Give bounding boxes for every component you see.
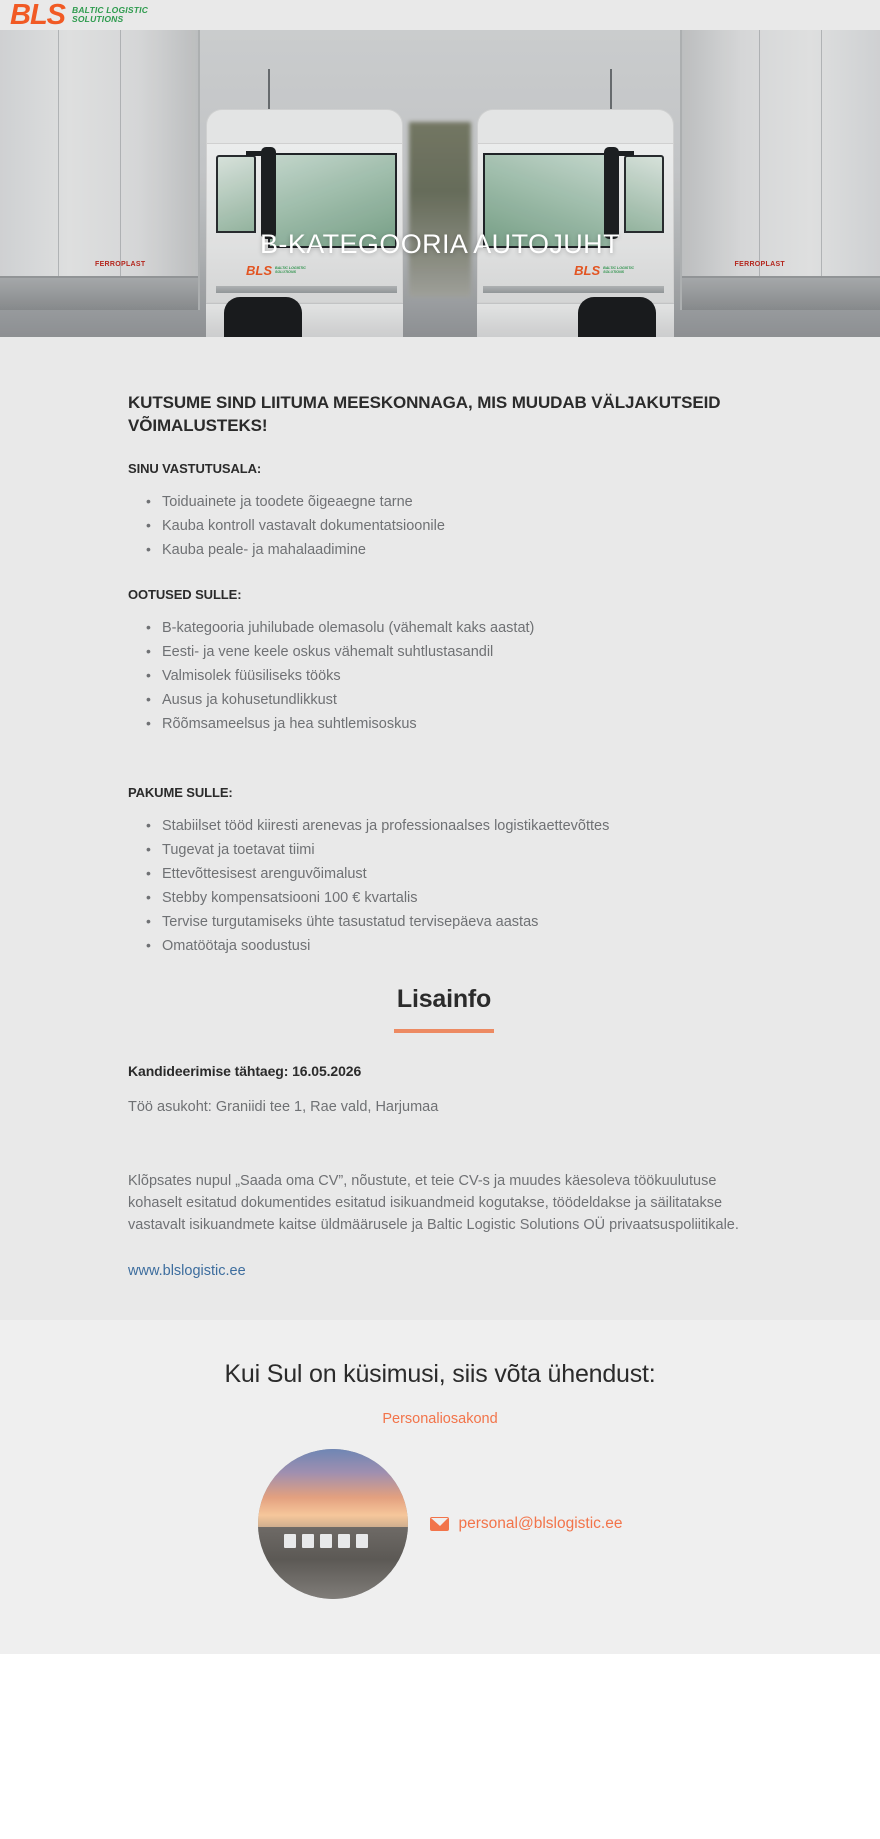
truck-cab-right: BLS BALTIC LOGISTIC SOLUTIONS (477, 69, 682, 337)
hero-dark-overlay (0, 30, 880, 337)
contact-email-link[interactable]: personal@blslogistic.ee (458, 1515, 623, 1533)
list-item: • B-kategooria juhilubade olemasolu (vähemalt kaks aastat) (162, 618, 760, 639)
logo-tagline (72, 6, 148, 24)
list-item: • Tugevat ja toetavat tiimi (162, 840, 760, 861)
contact-heading: Kui Sul on küsimusi, siis võta ühendust: (224, 1360, 656, 1389)
privacy-notice: Klõpsates nupul „Saada oma CV”, nõustute, et teie CV-s ja muudes käesoleva töökuulutuse kohaselt esitatud dokumentides esitatud isikuandmeid kogutakse, töödeldakse ja säilitatakse vastavalt isikuandmete kaitse üldmäärusele ja Baltic Logistic Solutions OÜ privaatsuspoliitikale. (128, 1172, 739, 1234)
job-location: Töö asukoht: Graniidi tee 1, Rae vald, Harjumaa (128, 1098, 439, 1115)
envelope-icon (430, 1517, 449, 1531)
hero-banner (0, 30, 880, 337)
contact-department: Personaliosakond (382, 1411, 498, 1428)
contact-avatar (258, 1449, 408, 1599)
section-heading-responsibilities: SINU VASTUTUSALA: (128, 460, 262, 476)
section-heading-offers: PAKUME SULLE: (128, 784, 233, 800)
truck-cab-left: BLS BALTIC LOGISTIC SOLUTIONS (198, 69, 403, 337)
ferroplast-label-left: FERROPLAST (95, 261, 146, 268)
lisainfo-title: Lisainfo (396, 984, 492, 1013)
hero-truck-photo (0, 30, 880, 337)
lisainfo-underline (394, 1029, 494, 1033)
avatar-sky (258, 1449, 408, 1527)
list-item: • Stabiilset tööd kiiresti arenevas ja professionaalses logistikaettevõttes (162, 816, 760, 837)
contact-details-row (0, 1449, 880, 1599)
logo-tagline-line1: BALTIC LOGISTIC (72, 5, 149, 16)
list-item: • Tervise turgutamiseks ühte tasustatud tervisepäeva aastas (162, 912, 760, 933)
site-header (0, 0, 880, 30)
list-item: • Eesti- ja vene keele oskus vähemalt suhtlustasandil (162, 642, 760, 663)
contact-email-line[interactable] (430, 1515, 623, 1533)
job-description-section (0, 337, 880, 1320)
ferroplast-label-right: FERROPLAST (734, 261, 785, 268)
section-heading-expectations: OOTUSED SULLE: (128, 586, 242, 602)
application-deadline: Kandideerimise tähtaeg: 16.05.2026 (128, 1062, 362, 1079)
list-item: • Omatöötaja soodustusi (162, 936, 760, 957)
list-item: • Ettevõttesisest arenguvõimalust (162, 864, 760, 885)
company-website-link[interactable]: www.blslogistic.ee (128, 1263, 246, 1280)
lisainfo-header (128, 985, 760, 1033)
list-item: • Rõõmsameelsus ja hea suhtlemisoskus (162, 714, 760, 735)
logo-tagline-line2: SOLUTIONS (72, 14, 124, 24)
contact-section (0, 1320, 880, 1654)
bls-logo[interactable] (10, 1, 148, 30)
list-item: • Toiduainete ja toodete õigeaegne tarne (162, 492, 760, 513)
list-item: • Kauba kontroll vastavalt dokumentatsioonile (162, 516, 760, 537)
hero-job-title: B-KATEGOORIA AUTOJUHT (260, 229, 620, 259)
offers-list (128, 816, 760, 957)
intro-headline: KUTSUME SIND LIITUMA MEESKONNAGA, MIS MUUDAB VÄLJAKUTSEID VÕIMALUSTEKS! (128, 393, 721, 435)
list-item: • Valmisolek füüsiliseks tööks (162, 666, 760, 687)
logo-wordmark: BLS (10, 0, 65, 31)
avatar-truck-yard (258, 1527, 408, 1599)
responsibilities-list (128, 492, 760, 561)
list-item: • Kauba peale- ja mahalaadimine (162, 540, 760, 561)
list-item: • Stebby kompensatsiooni 100 € kvartalis (162, 888, 760, 909)
expectations-list (128, 618, 760, 735)
list-item: • Ausus ja kohusetundlikkust (162, 690, 760, 711)
